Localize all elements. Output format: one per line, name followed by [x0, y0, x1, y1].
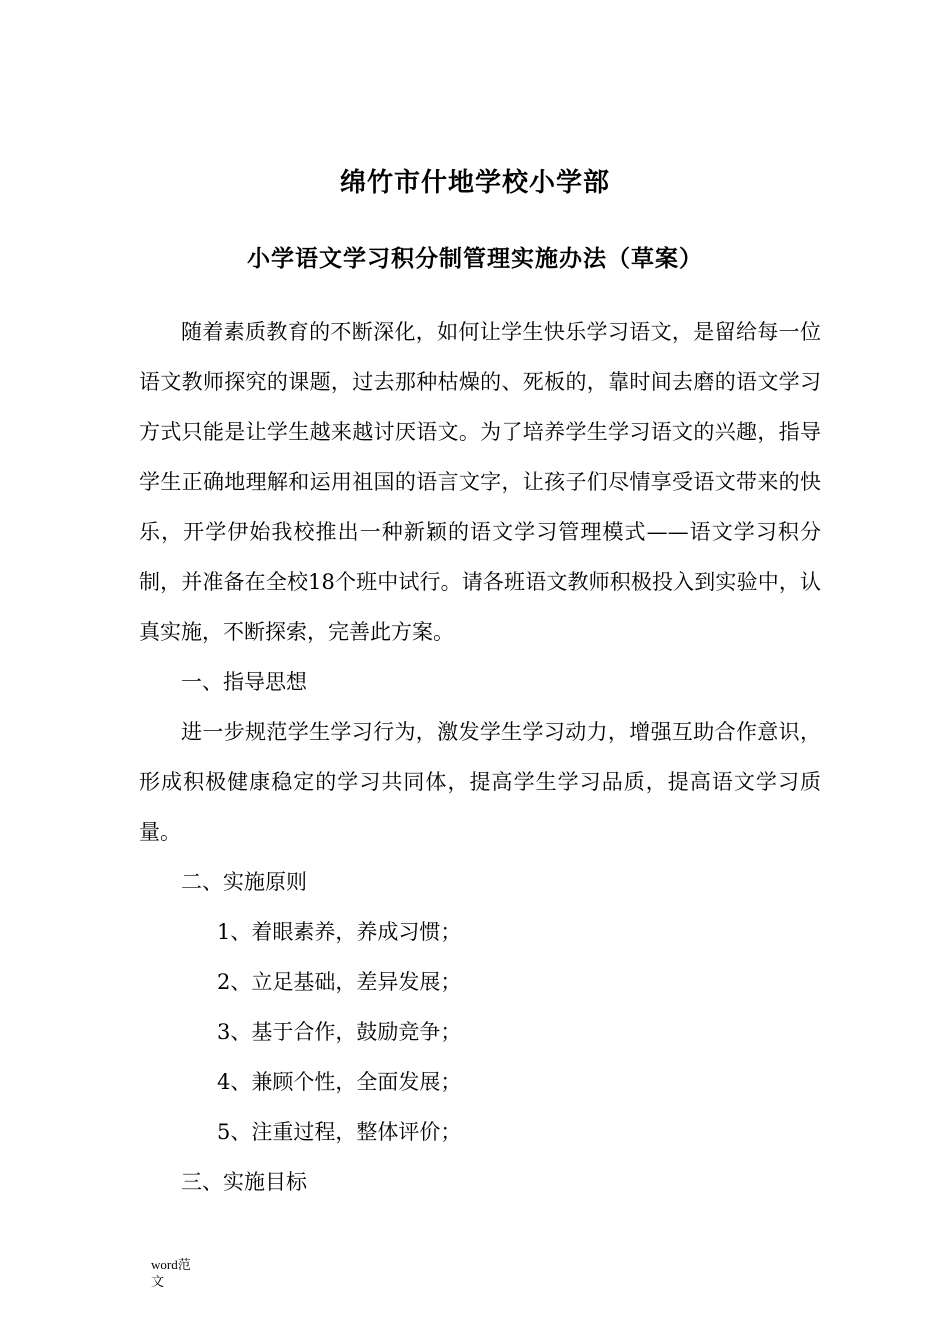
section-heading-goals: 三、实施目标 [181, 1170, 307, 1194]
intro-paragraph: 随着素质教育的不断深化，如何让学生快乐学习语文，是留给每一位语文教师探究的课题，过去那种枯燥的、死板的，靠时间去磨的语文学习方式只能是让学生越来越讨厌语文。为了培养学生学习语文的兴趣，指导学生正确地理解和运用祖国的语言文字，让孩子们尽情享受语文带来的快乐，开学伊始我校推出一种新颖的语文学习管理模式——语文学习积分制，并准备在全校18个班中试行。请各班语文教师积极投入到实验中，认真实施，不断探索，完善此方案。 [139, 320, 821, 644]
document-subtitle: 小学语文学习积分制管理实施办法（草案） [247, 246, 703, 272]
principle-item: 5、注重过程，整体评价； [217, 1120, 462, 1144]
guiding-thought-paragraph: 进一步规范学生学习行为，激发学生学习动力，增强互助合作意识，形成积极健康稳定的学习共同体，提高学生学习品质，提高语文学习质量。 [139, 720, 821, 844]
principle-item: 3、基于合作，鼓励竞争； [217, 1020, 462, 1044]
document-body [139, 307, 821, 1207]
principle-item: 1、着眼素养，养成习惯； [217, 920, 462, 944]
principle-item: 2、立足基础，差异发展； [217, 970, 462, 994]
page-footer-label: word范文 [151, 1257, 191, 1289]
section-heading-guiding-thought: 一、指导思想 [181, 670, 307, 694]
principle-item: 4、兼顾个性，全面发展； [217, 1070, 462, 1094]
section-heading-principles: 二、实施原则 [181, 870, 307, 894]
document-title: 绵竹市什地学校小学部 [339, 168, 610, 198]
